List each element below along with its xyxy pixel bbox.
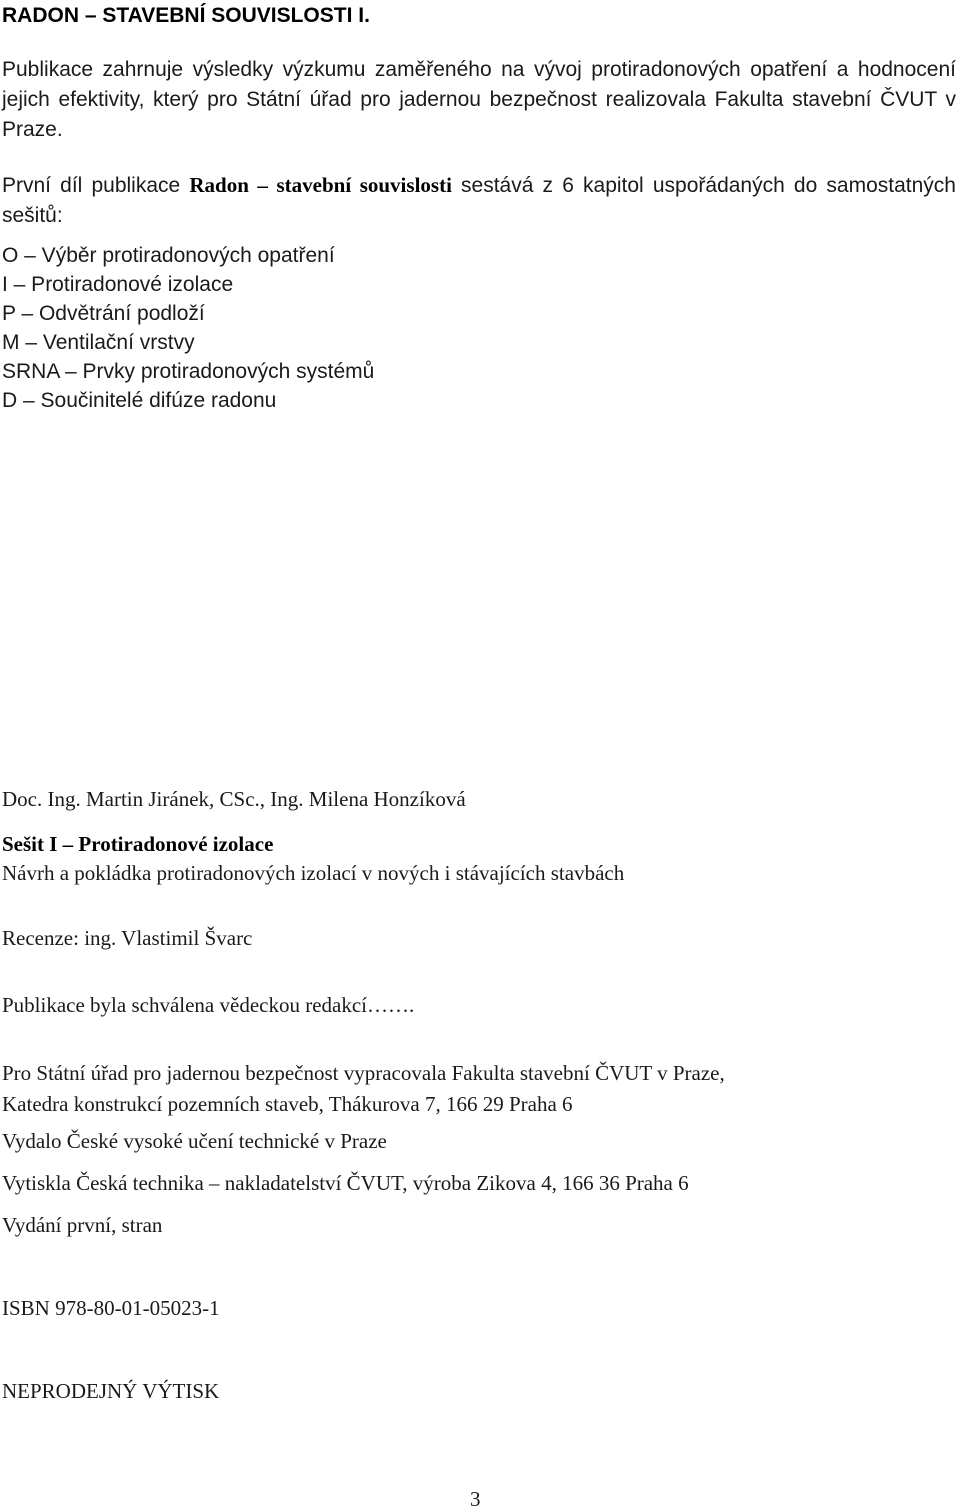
vytiskla: Vytiskla Česká technika – nakladatelství ČVUT, výroba Zikova 4, 166 36 Praha 6 bbox=[2, 1171, 689, 1195]
neprodejny-vytisk: NEPRODEJNÝ VÝTISK bbox=[2, 1379, 220, 1403]
vypracovala-line-2: Katedra konstrukcí pozemních staveb, Thákurova 7, 166 29 Praha 6 bbox=[2, 1092, 573, 1116]
schvalena-note: Publikace byla schválena vědeckou redakcí……. bbox=[2, 993, 415, 1017]
list-item: SRNA – Prvky protiradonových systémů bbox=[2, 360, 375, 383]
sesit-title: Sešit I – Protiradonové izolace bbox=[2, 832, 274, 856]
list-item: P – Odvětrání podloží bbox=[2, 302, 205, 325]
page-number: 3 bbox=[470, 1487, 481, 1511]
vydani: Vydání první, stran bbox=[2, 1213, 163, 1237]
isbn: ISBN 978-80-01-05023-1 bbox=[2, 1296, 220, 1320]
vypracovala-line-1: Pro Státní úřad pro jadernou bezpečnost vypracovala Fakulta stavební ČVUT v Praze, bbox=[2, 1061, 725, 1085]
publication-name: Radon – stavební souvislosti bbox=[189, 173, 452, 197]
sesit-block bbox=[2, 830, 624, 888]
intro-paragraph-2 bbox=[2, 170, 956, 231]
list-item: M – Ventilační vrstvy bbox=[2, 331, 195, 354]
vydalo: Vydalo České vysoké učení technické v Praze bbox=[2, 1129, 387, 1153]
authors: Doc. Ing. Martin Jiránek, CSc., Ing. Milena Honzíková bbox=[2, 787, 466, 811]
chapter-list bbox=[2, 241, 374, 415]
list-item: I – Protiradonové izolace bbox=[2, 273, 234, 296]
intro2-after: sestává z 6 kapitol uspořádaných do samostatných sešitů: bbox=[2, 174, 956, 227]
vypracovala-block bbox=[2, 1058, 725, 1120]
list-item: D – Součinitelé difúze radonu bbox=[2, 389, 277, 412]
intro-paragraph: Publikace zahrnuje výsledky výzkumu zaměřeného na vývoj protiradonových opatření a hodnocení jejich efektivity, který pro Státní úřad pro jadernou bezpečnost realizovala Fakulta stavební ČVUT v Praze. bbox=[2, 58, 956, 141]
intro2-before: První díl publikace bbox=[2, 174, 190, 197]
sesit-subtitle: Návrh a pokládka protiradonových izolací v nových i stávajících stavbách bbox=[2, 861, 625, 885]
recenze: Recenze: ing. Vlastimil Švarc bbox=[2, 926, 253, 950]
list-item: O – Výběr protiradonových opatření bbox=[2, 244, 335, 267]
document-title: RADON – STAVEBNÍ SOUVISLOSTI I. bbox=[2, 4, 370, 27]
